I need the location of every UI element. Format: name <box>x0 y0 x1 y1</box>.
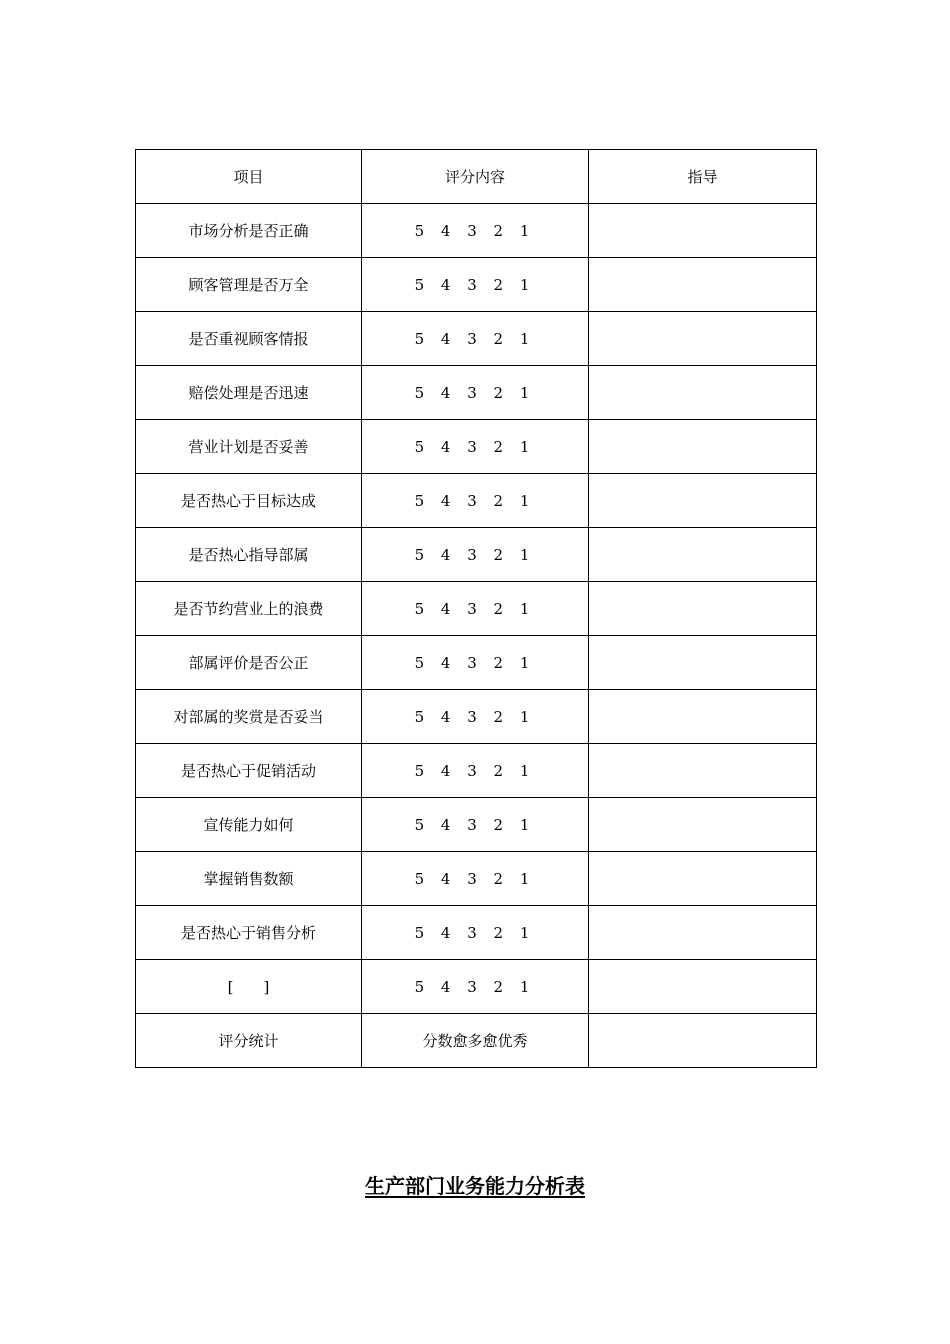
row-item: 是否热心于销售分析 <box>136 906 362 960</box>
summary-note: 分数愈多愈优秀 <box>362 1014 589 1068</box>
row-score: 5 4 3 2 1 <box>362 798 589 852</box>
table-row <box>136 744 817 798</box>
row-score: 5 4 3 2 1 <box>362 744 589 798</box>
row-guide <box>589 474 817 528</box>
row-score: 5 4 3 2 1 <box>362 204 589 258</box>
row-guide <box>589 204 817 258</box>
row-score: 5 4 3 2 1 <box>362 312 589 366</box>
summary-guide <box>589 1014 817 1068</box>
row-guide <box>589 636 817 690</box>
row-score: 5 4 3 2 1 <box>362 852 589 906</box>
row-item: 部属评价是否公正 <box>136 636 362 690</box>
row-guide <box>589 420 817 474</box>
row-guide <box>589 582 817 636</box>
row-score: 5 4 3 2 1 <box>362 366 589 420</box>
evaluation-table <box>135 149 817 1068</box>
section-title-text: 生产部门业务能力分析表 <box>365 1174 585 1198</box>
row-item: 宣传能力如何 <box>136 798 362 852</box>
row-item-blank-bracket: [ ] <box>136 960 362 1014</box>
row-item: 市场分析是否正确 <box>136 204 362 258</box>
row-score: 5 4 3 2 1 <box>362 474 589 528</box>
summary-row <box>136 1014 817 1068</box>
table-row <box>136 474 817 528</box>
table-row <box>136 420 817 474</box>
row-score: 5 4 3 2 1 <box>362 420 589 474</box>
row-guide <box>589 906 817 960</box>
row-item: 掌握销售数额 <box>136 852 362 906</box>
header-item: 项目 <box>136 150 362 204</box>
row-guide <box>589 528 817 582</box>
table-row <box>136 204 817 258</box>
row-guide <box>589 312 817 366</box>
row-item: 是否热心于目标达成 <box>136 474 362 528</box>
table-row <box>136 528 817 582</box>
table-row <box>136 906 817 960</box>
row-guide <box>589 852 817 906</box>
row-item: 是否节约营业上的浪费 <box>136 582 362 636</box>
table-row <box>136 798 817 852</box>
row-score: 5 4 3 2 1 <box>362 636 589 690</box>
table-row <box>136 690 817 744</box>
row-score: 5 4 3 2 1 <box>362 528 589 582</box>
table-row <box>136 852 817 906</box>
table-row <box>136 312 817 366</box>
row-item: 是否热心于促销活动 <box>136 744 362 798</box>
row-score: 5 4 3 2 1 <box>362 960 589 1014</box>
row-item: 是否重视顾客情报 <box>136 312 362 366</box>
row-guide <box>589 258 817 312</box>
row-item: 赔偿处理是否迅速 <box>136 366 362 420</box>
row-item: 顾客管理是否万全 <box>136 258 362 312</box>
row-guide <box>589 960 817 1014</box>
row-score: 5 4 3 2 1 <box>362 582 589 636</box>
header-score: 评分内容 <box>362 150 589 204</box>
row-guide <box>589 798 817 852</box>
table-header-row <box>136 150 817 204</box>
row-item: 对部属的奖赏是否妥当 <box>136 690 362 744</box>
row-item: 是否热心指导部属 <box>136 528 362 582</box>
table-row <box>136 258 817 312</box>
row-guide <box>589 744 817 798</box>
row-score: 5 4 3 2 1 <box>362 690 589 744</box>
row-guide <box>589 690 817 744</box>
summary-label: 评分统计 <box>136 1014 362 1068</box>
table-row <box>136 582 817 636</box>
table-row <box>136 366 817 420</box>
table-row <box>136 960 817 1014</box>
table-row <box>136 636 817 690</box>
section-title <box>0 1170 950 1199</box>
row-guide <box>589 366 817 420</box>
row-score: 5 4 3 2 1 <box>362 258 589 312</box>
row-item: 营业计划是否妥善 <box>136 420 362 474</box>
header-guide: 指导 <box>589 150 817 204</box>
row-score: 5 4 3 2 1 <box>362 906 589 960</box>
